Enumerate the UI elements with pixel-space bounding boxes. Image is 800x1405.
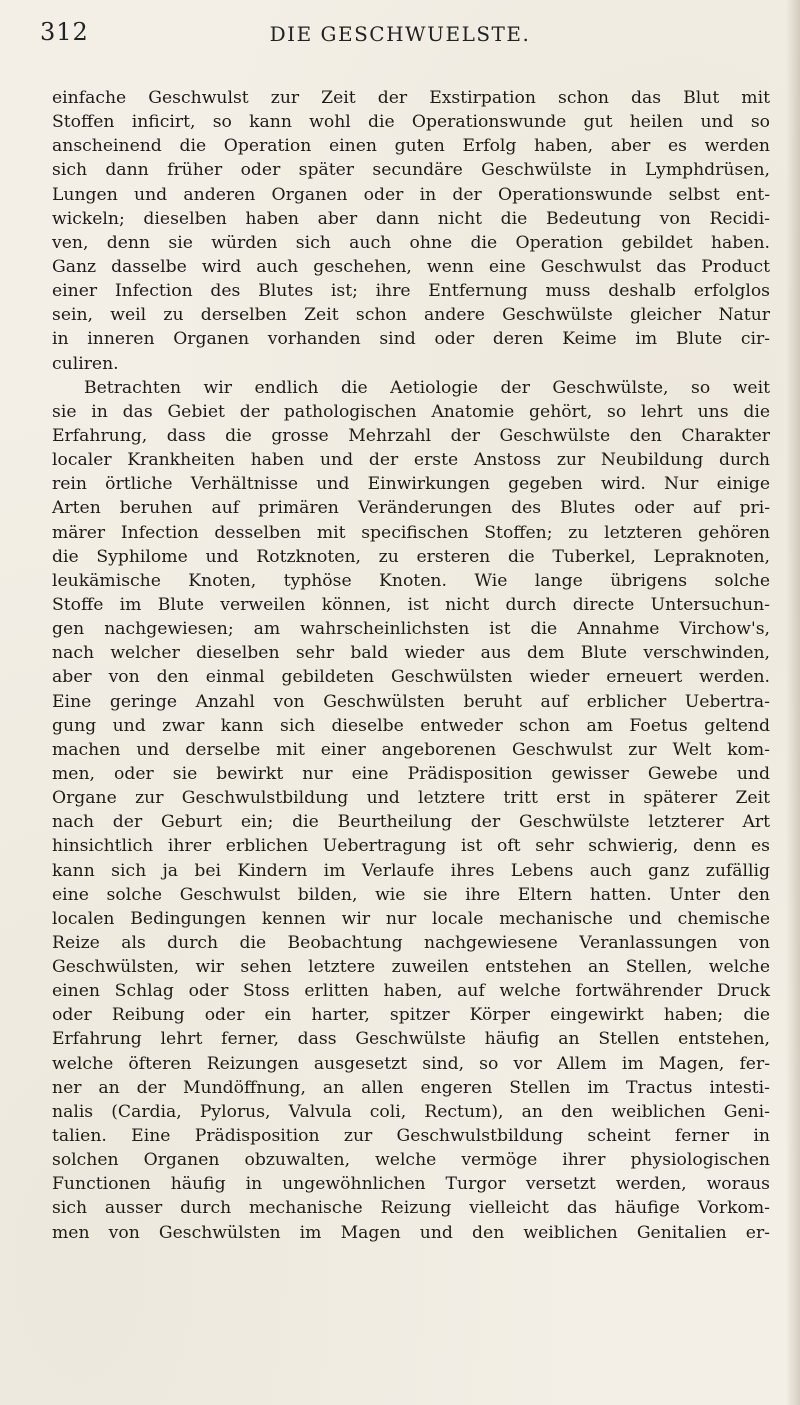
text-line: sein, weil zu derselben Zeit schon andere Geschwülste gleicher Natur [52,305,770,326]
text-line: localer Krankheiten haben und der erste Anstoss zur Neubildung durch [52,450,770,471]
text-line: einen Schlag oder Stoss erlitten haben, auf welche fortwährender Druck [52,981,770,1002]
text-line: Eine geringe Anzahl von Geschwülsten beruht auf erblicher Uebertra- [52,691,770,712]
text-line: culiren. [52,353,119,374]
text-line: Reize als durch die Beobachtung nachgewiesene Veranlassungen von [52,932,770,953]
text-line: sich ausser durch mechanische Reizung vielleicht das häufige Vorkom- [52,1198,770,1219]
text-line: einfache Geschwulst zur Zeit der Exstirpation schon das Blut mit [52,88,770,108]
text-line: Stoffe im Blute verweilen können, ist nicht durch directe Untersuchun- [52,594,770,615]
text-line: aber von den einmal gebildeten Geschwülsten wieder erneuert werden. [52,667,770,688]
text-line: gen nachgewiesen; am wahrscheinlichsten ist die Annahme Virchow's, [52,619,770,640]
text-line: gung und zwar kann sich dieselbe entweder schon am Foetus geltend [52,715,770,736]
text-line: hinsichtlich ihrer erblichen Uebertragung ist oft sehr schwierig, denn es [52,836,770,857]
text-line: einer Infection des Blutes ist; ihre Entfernung muss deshalb erfolglos [52,281,770,302]
text-line: welche öfteren Reizungen ausgesetzt sind, so vor Allem im Magen, fer- [52,1053,770,1074]
text-line: solchen Organen obzuwalten, welche vermöge ihrer physiologischen [52,1150,770,1171]
running-head: DIE GESCHWUELSTE. [269,22,531,46]
text-line: men, oder sie bewirkt nur eine Prädisposition gewisser Gewebe und [52,763,770,784]
page-number: 312 [40,18,89,46]
text-line: Ganz dasselbe wird auch geschehen, wenn eine Geschwulst das Product [52,256,770,277]
text-line: eine solche Geschwulst bilden, wie sie ihre Eltern hatten. Unter den [52,884,770,905]
text-line: Organe zur Geschwulstbildung und letztere tritt erst in späterer Zeit [52,788,770,809]
text-line: Geschwülsten, wir sehen letztere zuweilen entstehen an Stellen, welche [52,957,770,978]
text-line: talien. Eine Prädisposition zur Geschwulstbildung scheint ferner in [52,1126,770,1147]
text-line: nalis (Cardia, Pylorus, Valvula coli, Rectum), an den weiblichen Geni- [52,1101,770,1122]
page-edge-shadow [786,0,800,1405]
text-line: machen und derselbe mit einer angeborenen Geschwulst zur Welt kom- [52,739,770,760]
text-line: Lungen und anderen Organen oder in der Operationswunde selbst ent- [52,184,770,205]
body-text [52,86,770,1245]
text-line: leukämische Knoten, typhöse Knoten. Wie lange übrigens solche [52,570,770,591]
text-line: nach welcher dieselben sehr bald wieder aus dem Blute verschwinden, [52,643,770,664]
text-line: kann sich ja bei Kindern im Verlaufe ihres Lebens auch ganz zufällig [52,860,770,881]
text-line: localen Bedingungen kennen wir nur locale mechanische und chemische [52,908,770,929]
text-line: wickeln; dieselben haben aber dann nicht die Bedeutung von Recidi- [52,208,770,229]
text-line: Betrachten wir endlich die Aetiologie der Geschwülste, so weit [84,377,770,398]
text-line: Erfahrung, dass die grosse Mehrzahl der Geschwülste den Charakter [52,425,770,446]
text-line: in inneren Organen vorhanden sind oder deren Keime im Blute cir- [52,329,770,350]
text-line: Arten beruhen auf primären Veränderungen des Blutes oder auf pri- [52,498,770,519]
text-line: ven, denn sie würden sich auch ohne die Operation gebildet haben. [52,232,770,253]
text-line: Erfahrung lehrt ferner, dass Geschwülste häufig an Stellen entstehen, [52,1029,770,1050]
text-line: ner an der Mundöffnung, an allen engeren Stellen im Tractus intesti- [52,1077,770,1098]
text-line: rein örtliche Verhältnisse und Einwirkungen gegeben wird. Nur einige [52,474,770,495]
text-line: Functionen häufig in ungewöhnlichen Turgor versetzt werden, woraus [52,1174,770,1195]
text-line: men von Geschwülsten im Magen und den weiblichen Genitalien er- [52,1222,770,1243]
text-line: Stoffen inficirt, so kann wohl die Operationswunde gut heilen und so [52,112,770,133]
text-line: nach der Geburt ein; die Beurtheilung der Geschwülste letzterer Art [52,812,770,833]
text-line: sie in das Gebiet der pathologischen Anatomie gehört, so lehrt uns die [52,401,770,422]
text-line: oder Reibung oder ein harter, spitzer Körper eingewirkt haben; die [52,1005,770,1026]
text-line: sich dann früher oder später secundäre Geschwülste in Lymphdrüsen, [52,160,770,181]
text-line: märer Infection desselben mit specifischen Stoffen; zu letzteren gehören [52,522,770,543]
text-line: anscheinend die Operation einen guten Erfolg haben, aber es werden [52,136,770,157]
text-line: die Syphilome und Rotzknoten, zu ersteren die Tuberkel, Lepraknoten, [52,546,770,567]
